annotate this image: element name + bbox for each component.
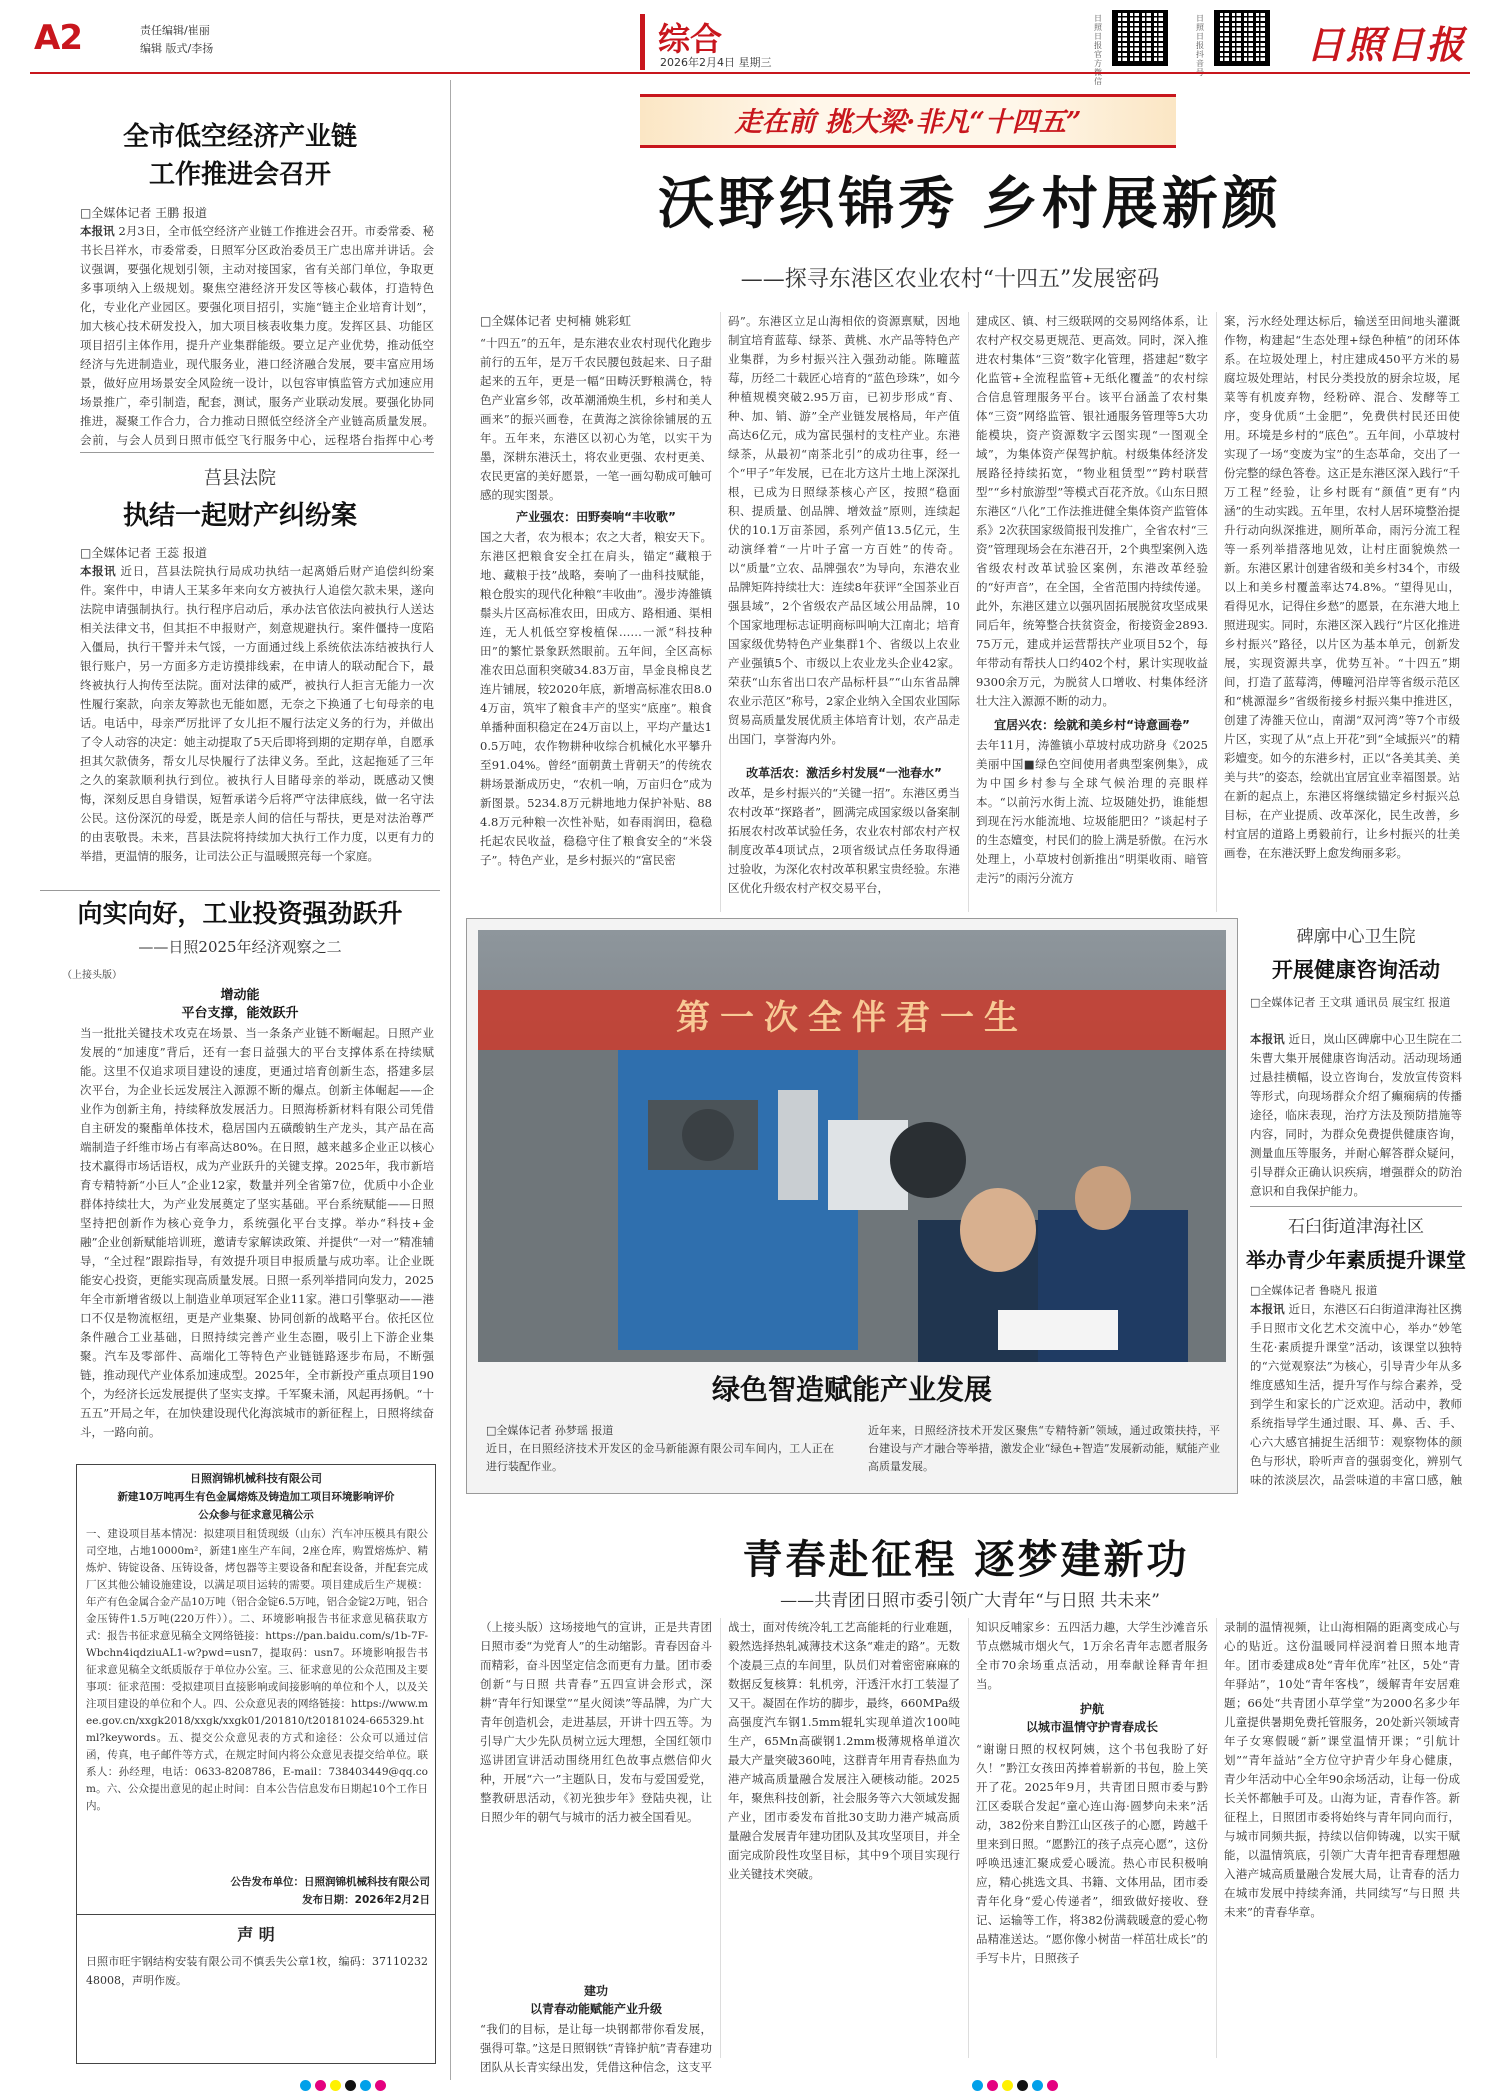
qr1-caption: 日照日报官方 信 (1094, 14, 1102, 86)
bottom-col3-subhead1: 护航 (1079, 1702, 1104, 1716)
article3-subtitle: ——日照2025年经济观察之二 (138, 938, 342, 956)
notice-company: 日照润锦机械科技有限公司 (190, 1472, 322, 1485)
right1-lead: 本报讯 (1250, 1032, 1285, 1046)
bottom-col1-text: 这场接地气的宣讲，正是共青团日照市委“为党育人”的生动缩影。青春因奋斗而精彩，奋斗因坚定信念而更有力量。团市委创新“与日照 共青春”五四宣讲会形式，深耕“青年行知课堂”“星火阅读”等品牌，为广大青年创造机会，走进基层，开讲十四五等。为引导广大少先队员树立远大理想，全国红领巾巡讲团宣讲活动围绕用红色故事点燃信仰火种，开展“六一”主题队日，发布与爱国爱党，整教研思活动，《初光独步年》登陆央视，让日照少年的朝气与城市的活力被全国看见。 (480, 1620, 712, 1824)
statement-body: 日照市旺宇钢结构安装有限公司不慎丢失公章1枚，编码：3711023248008，声明作废。 (86, 1955, 428, 1987)
column-divider (720, 312, 721, 912)
divider (1250, 1206, 1462, 1207)
divider (76, 1914, 436, 1915)
right1-body (1250, 1030, 1462, 1202)
article1-title (40, 118, 440, 194)
article2-lead: 本报讯 (80, 564, 117, 578)
issue-date: 2026年2月4日 星期三 (660, 56, 772, 69)
masthead: 日照日报 (1306, 22, 1467, 67)
article3-subhead2: 平台支撑，能效跃升 (181, 1006, 299, 1021)
right1-text: 近日，岚山区碑廓中心卫生院在二朱曹大集开展健康咨询活动。活动现场通过悬挂横幅，设立咨询台，发放宣传资料等形式，向现场群众介绍了癫痫病的传播途径，临床表现，治疗方法及预防措施等内容，同时，为群众免费提供健康咨询，测量血压等服务，并耐心解答群众疑问，引导群众正确认识疾病，增强群众的防治意识和自我保护能力。 (1250, 1032, 1462, 1198)
print-registration-dots (972, 2076, 1062, 2095)
right2-byline: □全媒体记者 鲁晓凡 报道 (1250, 1284, 1378, 1297)
divider (40, 890, 440, 891)
bottom-col3-subhead2: 以城市温情守护青春成长 (1025, 1720, 1158, 1734)
article1-title-line2: 工作推进会召开 (148, 160, 331, 190)
bottom-title: 青春赴征程 逐梦建新功 (742, 1537, 1190, 1583)
notice-title2: 公众参与征求意见稿公示 (198, 1509, 314, 1521)
article1-body (80, 222, 434, 446)
article2-text: 近日，莒县法院执行局成功执结一起离婚后财产追偿纠纷案件。案件中，申请人王某多年来向女方被执行人追偿欠款未果，遂向法院申请强制执行。执行程序启动后，承办法官依法向被执行人送达相关法律文书，但其拒不申报财产，刻意规避执行。案件僵持一度陷入僵局，执行干警并未气馁，一方面通过线上系统依法冻结被执行人银行账户，另一方面多方走访摸排线索，在申请人的联动配合下，最终被执行人拘传至法院。面对法律的威严，被执行人拒言无能力一次性履行案款，向亲友筹款也无能如愿，无奈之下换通了七旬母亲的电话。电话中，母亲严厉批评了女儿拒不履行法定义务的行为，并做出了令人动容的决定：她主动提取了5天后即将到期的定期存单，自愿承担其欠款债务，帮女儿尽快履行了法律义务。至此，这起拖延了三年之久的案款顺利执行到位。被执行人目睹母亲的举动，既感动又懊悔，深刻反思自身错误，短暂承诺今后将严守法律底线，做一名守法公民。这份深沉的母爱，既是亲人间的信任与帮扶，更是对法治尊严的由衷敬畏。未来，莒县法院将持续加大执行工作力度，以更有力的举措，更温情的服务，让司法公正与温暖照亮每一个家庭。 (80, 564, 434, 863)
right2-kicker: 石臼街道津海社区 (1288, 1217, 1424, 1237)
photo-caption: 绿色智造赋能产业发展 (711, 1373, 992, 1406)
section-name: 综合 (658, 20, 723, 58)
bottom-continued: （上接头版） (480, 1620, 550, 1634)
notice-publisher: 公告发布单位：日照润锦机械科技有限公司 (230, 1876, 430, 1888)
main-col3: 建成区、镇、村三级联网的交易网络体系，让农村产权交易更规范、更高效。同时，深入推进农村集体“三资”数字化管理，搭建起“数字化监管+全流程监管+无纸化覆盖”的农村综合信息管理服务平台。该平台涵盖了农村集体“三资”网络监管、银社通服务管理等5大功能模块，资产资源数字云图实现“一图观全域”，为集体资产保驾护航。村级集体经济发展路径持续拓宽，“物业租赁型”“跨村联营型”“乡村旅游型”等模式百花齐放。《山东日照东港区“八化”工作法推进健全集体资产监管体系》2次获国家级简报刊发推广，全省农村“三资”管理现场会在东港召开，2个典型案例入选省级农村改革试验区案例，东港改革经验的“好声音”，在全国，全省范围内持续传递。此外，东港区建立以强巩固拓展脱贫攻坚成果同后年，统筹整合扶贫资金，衔接资金2893.75万元，建成并运营帮扶产业项目52个，每年带动有帮扶人口约402个村，累计实现收益9300余万元，为脱贫人口增收、村集体经济壮大注入源源不断的动力。 (976, 314, 1208, 708)
notice-date: 发布日期：2026年2月2日 (302, 1894, 430, 1906)
bottom-col1 (480, 1618, 712, 1998)
bottom-subtitle: ——共青团日照市委引领广大青年“与日照 共未来” (780, 1591, 1160, 1611)
duty-editor: 责任编辑/崔丽 (140, 24, 210, 37)
bottom-col2b: “我们的目标，是让每一块钢都带你看发展，强得可靠。”这是日照钢铁“青锋护航”青春建功团队从长青实绿出发，凭借这种信念，这支平 (480, 2022, 712, 2074)
qr-code-icon (1214, 10, 1270, 66)
article3-title: 向实向好，工业投资强劲跃升 (77, 899, 403, 928)
column-divider (720, 1618, 721, 2058)
header-divider-left (640, 14, 645, 70)
qr2-caption: 日照日报抖音 (1196, 14, 1204, 68)
main-col2-subhead: 改革活农：激活乡村发展“一池春水” (746, 766, 942, 780)
main-col3b: 去年11月，涛雒镇小草坡村成功跻身《2025美丽中国■绿色空间使用者典型案例集》，成为中国乡村参与全球气候治理的亮眼样本。“以前污水街上流、垃圾随处扔，谁能想到现在污水能流地、垃圾能肥田？”谈起村子的生态嬗变，村民们的脸上满是骄傲。在污水处理上，小草坡村创新推出“明渠收雨、暗管走污”的雨污分流方 (976, 738, 1208, 885)
photo-byline: □全媒体记者 孙梦瑶 报道 (486, 1424, 614, 1437)
statement-title: 声 明 (237, 1925, 275, 1944)
divider (80, 452, 434, 453)
bottom-col3: 知识反哺家乡：五四活力趣，大学生沙滩音乐节点燃城市烟火气，1万余名青年志愿者服务全市70余场重点活动，用奉献诠释青年担当。 (976, 1620, 1208, 1691)
main-col2: 码”。东港区立足山海相依的资源禀赋，因地制宜培育蓝莓、绿茶、黄桃、水产品等特色产业集群，为乡村振兴注入强劲动能。陈疃蓝莓，历经二十载匠心培育的“蓝色珍珠”，如今种植规模突破2.95万亩，已初步形成“育、种、加、销、游”全产业链发展格局，年产值高达6亿元，成为富民强村的支柱产业。东港绿茶，从最初“南茶北引”的成功往事，经一个“甲子”年发展，已在北方这片土地上深深扎根，已成为日照绿茶核心产区，按照“稳面积、提质量、创品牌、增效益”原则，连续起伏的10.1万亩茶园，系列产值13.5亿元，生动演绎着“一片叶子富一方百姓”的传奇。以“质量”立农、品牌强农”为导向，东港农业品牌矩阵持续壮大：连续8年获评“全国茶业百强县域”，2个省级农产品区域公用品牌，10个国家地理标志证明商标叫响大江南北；培育国家级优势特色产业集群1个、省级以上农业产业强镇5个、市级以上农业龙头企业42家。荣获“山东省出口农产品标杆县”“山东省品牌农业示范区”称号，2家企业纳入全国农业国际贸易高质量发展优质主体培育计划，农产品走出国门，享誉海内外。 (728, 314, 960, 746)
article2-title: 执结一起财产纠纷案 (122, 501, 357, 531)
article3-continued: （上接头版） (62, 970, 122, 981)
bottom-col2c-spacer (728, 1984, 960, 2078)
right2-lead: 本报讯 (1250, 1302, 1285, 1316)
article2-kicker: 莒县法院 (204, 468, 276, 489)
main-col2b: 改革，是乡村振兴的“关键一招”。东港区勇当农村改革“探路者”，圆满完成国家级以备案制拓展农村改革试验任务，农业农村部农村产权制度改革4项试点，2项省级试点任务取得通过验收，为深化农村改革积累宝贵经验。东港区优化升级农村产权交易平台， (728, 786, 960, 895)
bottom-col2-subhead1: 建功 (583, 1984, 608, 1998)
photo-banner-text: 第一次全伴君一生 (676, 998, 1028, 1038)
article2-byline: □全媒体记者 王蕊 报道 (80, 546, 207, 560)
column-divider (1216, 312, 1217, 912)
right1-kicker: 碑廓中心卫生院 (1296, 927, 1416, 947)
article1-title-line1: 全市低空经济产业链 (122, 122, 357, 152)
main-subtitle: ——探寻东港区农业农村“十四五”发展密码 (740, 267, 1160, 292)
header-rule (30, 72, 1470, 74)
bottom-col2-subhead2: 以青春动能赋能产业升级 (529, 2002, 662, 2016)
bottom-col3b: “谢谢日照的权权阿姨，这个书包我盼了好久！”黔江女孩田芮捧着崭新的书包，脸上笑开了花。2025年9月，共青团日照市委与黔江区委联合发起“童心连山海·圆梦向未来”活动，382份来自黔江山区孩子的心愿，跨越千里来到日照。“愿黔江的孩子点亮心愿”，这份呼唤迅速汇聚成爱心暖流。热心市民积极响应，精心挑选文具、书籍、文体用品，团市委青年化身“爱心传递者”，细致做好接收、登记、运输等工作，将382份满载暖意的爱心物品精准送达。“愿你像小树苗一样茁壮成长”的手写卡片，日照孩子 (976, 1742, 1208, 1965)
print-registration-dots (300, 2076, 390, 2095)
notice-title1: 新建10万吨再生有色金属熔炼及铸造加工项目环境影响评价 (117, 1491, 395, 1503)
article3-body: 当一批批关键技术攻克在场景、当一条条产业链不断崛起。日照产业发展的“加速度”背后，还有一套日益强大的平台支撑体系在持续赋能。这里不仅追求项目建设的速度，更通过培育创新生态，搭建多层次平台，为企业长远发展注入源源不断的爆点。创新主体崛起——企业作为创新主角，持续释放发展活力。日照海桥新材料有限公司凭借自主研发的聚酯单体技术，稳居国内五磺酸钠生产龙头，其产品在高端制造子纤维市场占有率高达80%。在日照，越来越多企业正以核心技术赢得市场话语权，成为产业跃升的关键支撑。2025年，我市新培育专精特新“小巨人”企业12家，数量并列全省第7位，优质中小企业群体持续壮大，为产业发展奠定了坚实基础。平台系统赋能——日照坚持把创新作为核心竞争力，系统强化平台支撑。举办“科技+金融”企业创新赋能培训班，邀请专家解读政策、并提供“一对一”精准辅导，“全过程”跟踪指导，有效提升项目申报质量与成功率。让企业既能安心投资，更能实现高质量发展。日照一系列举措同向发力，2025年全市新增省级以上制造业单项冠军企业11家。港口引擎驱动——港口不仅是物流枢纽，更是产业集聚、协同创新的战略平台。依托区位条件融合工业基础，日照持续完善产业生态圈，吸引上下游企业集聚。汽车及零部件、高端化工等特色产业链链路逐步布局，不断强链，推动现代产业体系加速成型。2025年，全市新投产重点项目190个，为经济长远发展提供了坚实支撑。千军聚未涌，风起再扬帆。“十五五”开局之年，在加快建设现代化海滨城市的新征程上，日照将续奋斗，一路向前。 (80, 1026, 434, 1439)
article1-byline: □全媒体记者 王鹏 报道 (80, 206, 207, 220)
column-divider (1216, 1618, 1217, 2058)
column-divider (968, 312, 969, 912)
column-divider (450, 80, 451, 2080)
column-divider (968, 1618, 969, 2058)
qr-code-icon (1112, 10, 1168, 66)
main-col1: “十四五”的五年，是东港农业农村现代化跑步前行的五年，是万千农民腰包鼓起来、日子甜起来的五年，更是一幅“田畴沃野粮满仓，特色产业富乡邻，改革潮涌焕生机，乡村和美人画来”的振兴画卷，在黄海之滨徐徐铺展的五年。五年来，东港区以初心为笔，以实干为墨，深耕东港沃土，将农业更强、农村更美、农民更富的美好愿景，一笔一画勾勒成可触可感的现实图景。 (480, 336, 712, 502)
editor-line: 编辑 版式/李扬 (140, 42, 214, 55)
notice-body: 一、建设项目基本情况：拟建项目租赁现级（山东）汽车冲压模具有限公司空地，占地10000m²，新建1座生产车间，2座仓库，购置熔炼炉、精炼炉、铸锭设备、压铸设备，烤包器等主要设备和配套设备，并配套完成厂区其他公辅设施建设，以满足项目运转的需要。项目建成后生产规模：年产有色金属合金产品10万吨（铝合金锭6.5万吨，铝合金锭2万吨，铝合金压铸件1.5万吨(220万件））。二、环境影响报告书征求意见稿获取方式：报告书征求意见稿全文网络链接：https://pan.baidu.com/s/1b-7F-Wbchn4iqdziuAL1-w?pwd=usn7，提取码：usn7。环境影响报告书征求意见稿全文纸质版存于单位办公室。三、征求意见的公众范围及主要事项：征求范围：受拟建项目直接影响或间接影响的单位和个人，以及关注项目建设的单位和个人。四、公众意见表的网络链接：https://www.mee.gov.cn/xxgk2018/xxgk/xxgk01/201810/t20181024-665329.html?keywords。五、提交公众意见表的方式和途径：公众可以通过信函，传真，电子邮件等方式，在规定时间内将公众意见表提交给单位。联系人：孙经理，电话：0633-8208786，E-mail：738403449@qq.com。六、公众提出意见的起止时间：自本公告信息发布日期起10个工作日内。 (86, 1528, 428, 1812)
main-byline: □全媒体记者 史柯楠 姚彩虹 (480, 314, 631, 328)
right1-byline: □全媒体记者 王文琪 通讯员 展宝红 报道 (1250, 996, 1451, 1009)
right2-title: 举办青少年素质提升课堂 (1246, 1248, 1466, 1272)
article1-text: 2月3日，全市低空经济产业链工作推进会召开。市委常委、秘书长吕祥水，市委常委，日照军分区政治委员王广忠出席并讲话。会议强调，要强化规划引领，主动对接国家，省有关部门单位，争取更多事项纳入上级规划。聚焦空港经济开发区等核心载体，打造特色化，专业化产业园区。要强化项目招引，实施“链主企业培育计划”，加大核心技术研发投入，加大项目核表收集力度。发挥区县、功能区项目招引主体作用，提升产业集群能级。要立足产业优势，推动低空经济与先进制造业，现代服务业，港口经济融合发展，要丰富应用场景，做好应用场景安全风险统一设计，以包容审慎监管方式加速应用场景推广，牵引制造，配套，测试，服务产业联动发展。要强化协同推进，凝聚工作合力，合力推动日照低空经济全产业链高质量发展。会前，与会人员到日照市低空飞行服务中心，远程塔台指挥中心考 (80, 224, 434, 446)
photo-text-right: 近年来，日照经济技术开发区聚焦“专精特新”领域，通过政策扶持，平台建设与产才融合等举措，激发企业“绿色+智造”发展新动能，赋能产业高质量发展。 (868, 1424, 1220, 1473)
main-col3-subhead: 宜居兴农：绘就和美乡村“诗意画卷” (994, 718, 1190, 732)
page-label: A2 (34, 18, 82, 58)
main-col4: 案，污水经处理达标后，输送至田间地头灌溉作物，构建起“生态处理+绿色种植”的闭环体系。在垃圾处理上，村庄建成450平方米的易腐垃圾处理站，村民分类投放的厨余垃圾，尾菜等有机废弃物，经粉碎、混合、发酵等工序，变身优质“土金肥”，免费供村民还田使用。环境是乡村的“底色”。五年间，小草坡村实现了一场“变废为宝”的生态革命，交出了一份完整的绿色答卷。这正是东港区深入践行“千万工程”经验，让乡村既有“颜值”更有“内涵”的生动实践。五年里，农村人居环境整治提升行动向纵深推进，厕所革命，雨污分流工程等一系列举措落地见效，让村庄面貌焕然一新。东港区累计创建省级和美乡村34个，市级以上和美乡村覆盖率达74.8%。“望得见山，看得见水，记得住乡愁”的愿景，在东港大地上照进现实。同时，东港区深入践行“片区化推进乡村振兴”路径，以片区为基本单元，创新发展，实现资源共享，优势互补。“十四五”期间，打造了蓝莓湾，傅疃河沿岸等省级示范区和“桃源湿乡”省级衔接乡村振兴集中推进区，创建了涛雒天位山，南湖“双河湾”等7个市级片区，实现了从“点上开花”到“全域振兴”的精彩嬗变。如今的东港乡村，正以“各美其美、美美与共”的姿态，绘就出宜居宜业幸福图景。站在新的起点上，东港区将继续锚定乡村振兴总目标，在产业提质、改革深化，民生改善，乡村宜居的道路上勇毅前行，让乡村振兴的壮美画卷，在东港沃野上愈发绚丽多彩。 (1224, 314, 1460, 860)
photo-text-left: 近日，在日照经济技术开发区的金马新能源有限公司车间内，工人正在进行装配作业。 (486, 1442, 834, 1473)
right1-title: 开展健康咨询活动 (1272, 958, 1440, 982)
main-col1-subhead: 产业强农：田野奏响“丰收歌” (516, 510, 676, 524)
article1-lead: 本报讯 (80, 224, 115, 238)
article3-subhead1: 增动能 (220, 988, 260, 1003)
bottom-col2: 战士，面对传统冷轧工艺高能耗的行业难题，毅然选择热轧减薄技术这条“难走的路”。无数个凌晨三点的车间里，队员们对着密密麻麻的数据反复核算：轧机旁，汗透汗水打工装湿了又干。凝固在作坊的脚步，最终，660MPa级高强度汽车钢1.5mm辊轧实现单道次100吨生产，65Mn高碳钢1.2mm极薄规格单道次最大产量突破360吨，这群青年用青春热血为港产城高质量融合发展注入硬核动能。2025年，聚焦科技创新，社会服务等六大领域发掘产业，团市委发布首批30支助力港产城高质量融合发展青年建功团队及其攻坚项目，并全面完成阶段性攻坚目标，其中9个项目实现行业关键技术突破。 (728, 1620, 960, 1881)
right2-body (1250, 1300, 1462, 1490)
main-col1b: 国之大者，农为根本；农之大者，粮安天下。东港区把粮食安全扛在肩头，锚定“藏粮于地、藏粮于技”战略，奏响了一曲科技赋能，粮仓殷实的现代化种粮“丰收曲”。漫步涛雒镇鬃头片区高标准农田，田成方、路相通、渠相连，无人机低空穿梭植保……一派“科技种田”的繁忙景象跃然眼前。五年间，全区高标准农田总面积突破34.83万亩，旱金良棉良艺连片铺展，较2020年底，新增高标准农田8.04万亩，筑牢了粮食丰产的坚实“底座”。粮食单播种面积稳定在24万亩以上，平均产量达10.5万吨，农作物耕种收综合机械化水平攀升至91.04%。曾经“面朝黄土背朝天”的传统农耕场景渐成历史，“农机一响，万亩归仓”成为新图景。5234.8万元耕地地力保护补贴、884.8万元种粮一次性补贴，如春雨润田，稳稳托起农民收益，稳稳守住了粮食安全的“米袋子”。特色产业，是乡村振兴的“富民密 (480, 530, 712, 867)
article2-body (80, 562, 434, 886)
banner-text: 走在前 挑大梁·非凡“十四五” (734, 107, 1082, 138)
main-title: 沃野织锦秀 乡村展新颜 (658, 172, 1282, 237)
bottom-col4: 录制的温情视频，让山海相隔的距离变成心与心的贴近。这份温暖同样浸润着日照本地青年。团市委建成8处“青年优库”社区，5处“青年驿站”，10处“青年客栈”，缓解青年安居难题；66处“共青团小草学堂”为2000名多少年儿童提供暑期免费托管服务，20处新兴领域青年子女寒假暖“新”课堂温情开课；“引航计划”“青年益站”全方位守护青少年身心健康，青少年活动中心全年90余场活动，让每一份成长关怀都触手可及。山海为证，青春作答。新征程上，日照团市委将始终与青年同向而行，与城市同频共振，持续以信仰铸魂，以实干赋能，以温情筑底，引领广大青年把青春理想融入港产城高质量融合发展大局，让青春的活力在城市发展中持续奔涌，共同续写“与日照 共未来”的青春华章。 (1224, 1620, 1460, 1919)
right2-text: 近日，东港区石臼街道津海社区携手日照市文化艺术交流中心，举办“妙笔生花·素质提升课堂”活动，该课堂以独特的“六觉观察法”为核心，引导青少年从多维度感知生活，提升写作与综合素养，受到学生和家长的广泛欢迎。活动中，教师系统指导学生通过眼、耳、鼻、舌、手、心六大感官捕捉生活细节：观察物体的颜色与形状，聆听声音的强弱变化，辨别气味的浓淡层次，品尝味道的丰富口感，触 (1250, 1302, 1462, 1487)
